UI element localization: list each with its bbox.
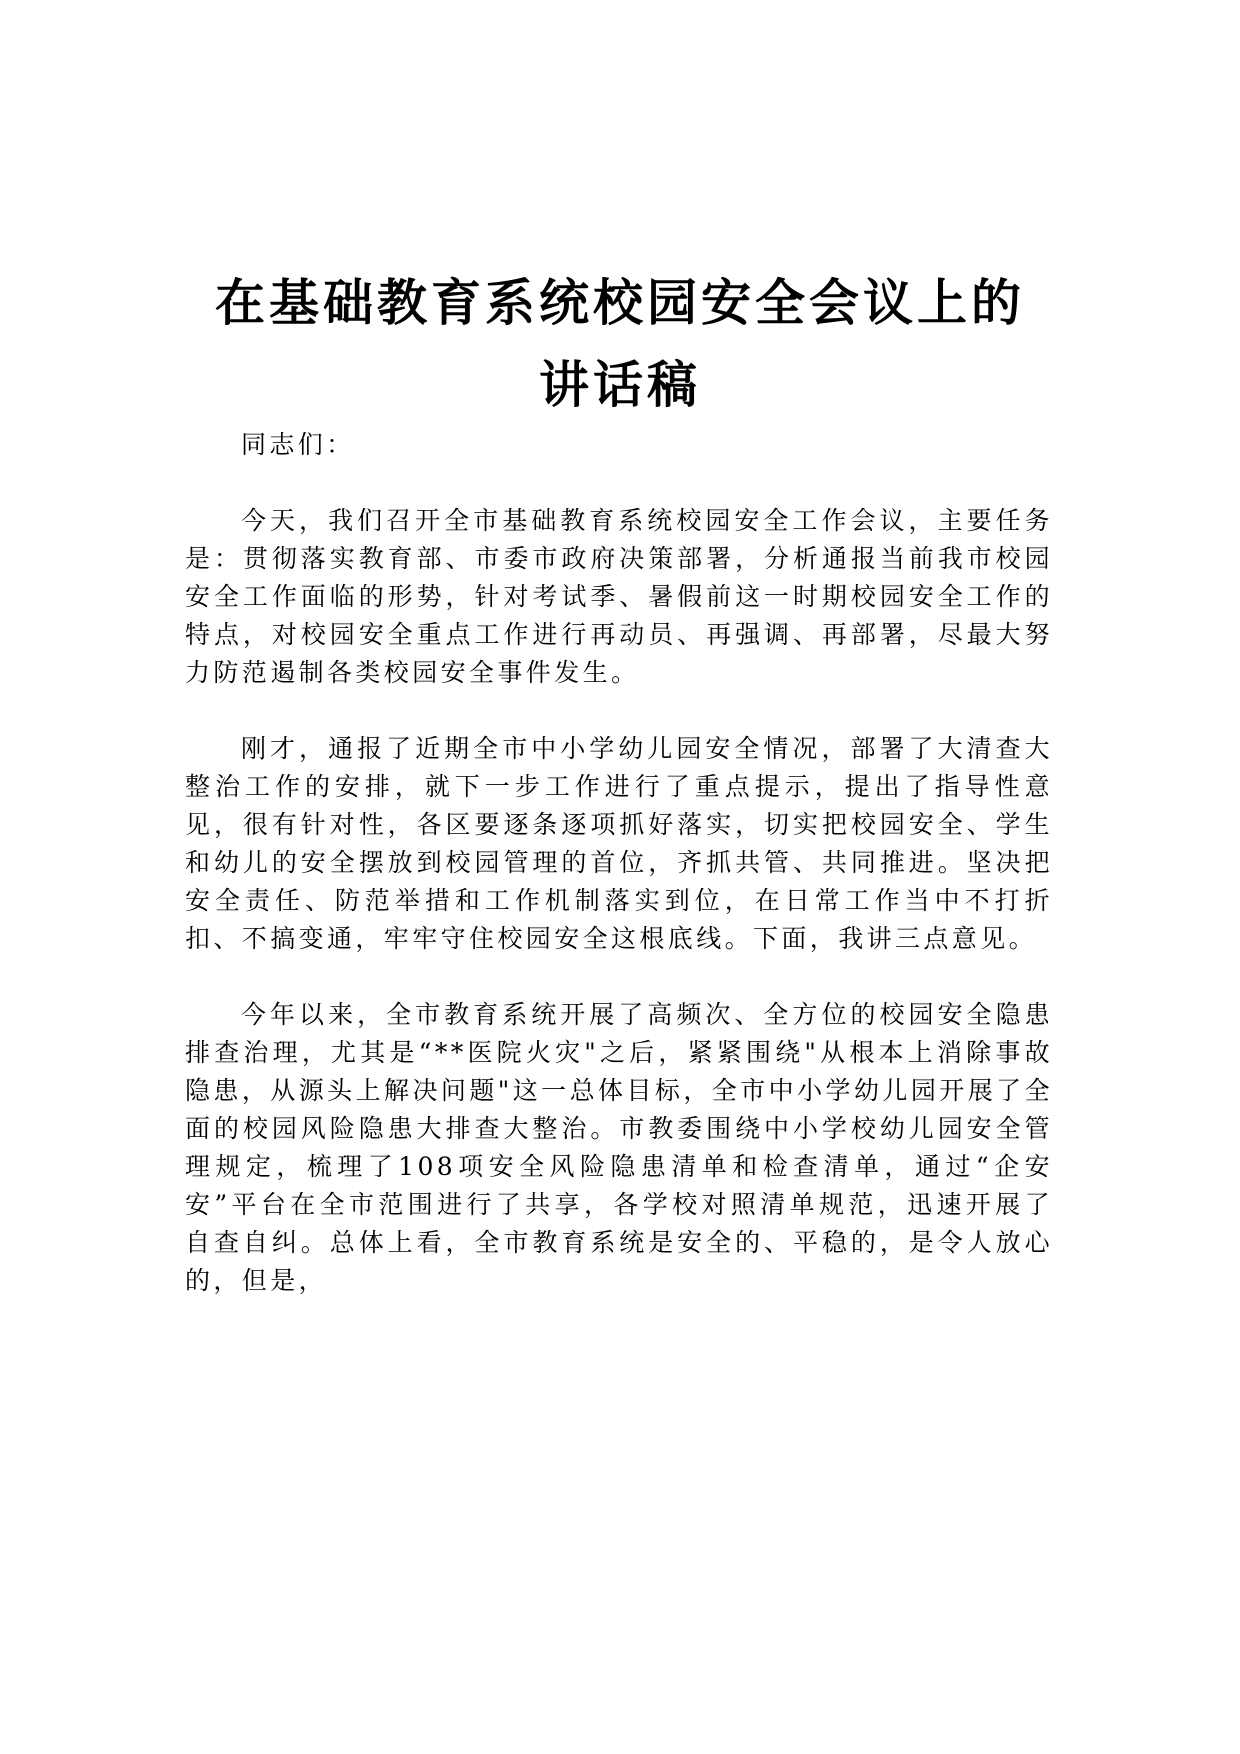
paragraph-3: 今年以来，全市教育系统开展了高频次、全方位的校园安全隐患排查治理，尤其是“**医院火灾"之后，紧紧围绕"从根本上消除事故隐患，从源头上解决问题"这一总体目标，全市中小学幼儿园开展了全面的校园风险隐患大排查大整治。市教委围绕中小学校幼儿园安全管理规定，梳理了108项安全风险隐患清单和检查清单，通过“企安安”平台在全市范围进行了共享，各学校对照清单规范，迅速开展了自查自纠。总体上看，全市教育系统是安全的、平稳的，是令人放心的，但是， [185, 1000, 1053, 1295]
paragraph-2: 刚才，通报了近期全市中小学幼儿园安全情况，部署了大清查大整治工作的安排，就下一步工作进行了重点提示，提出了指导性意见，很有针对性，各区要逐条逐项抓好落实，切实把校园安全、学生和幼儿的安全摆放到校园管理的首位，齐抓共管、共同推进。坚决把安全责任、防范举措和工作机制落实到位，在日常工作当中不打折扣、不搞变通，牢牢守住校园安全这根底线。下面，我讲三点意见。 [185, 734, 1053, 953]
document-body [185, 426, 1053, 1338]
paragraph-1: 今天，我们召开全市基础教育系统校园安全工作会议，主要任务是：贯彻落实教育部、市委市政府决策部署，分析通报当前我市校园安全工作面临的形势，针对考试季、暑假前这一时期校园安全工作的特点，对校园安全重点工作进行再动员、再强调、再部署，尽最大努力防范遏制各类校园安全事件发生。 [185, 506, 1053, 687]
title-line-2: 讲话稿 [539, 356, 701, 414]
salutation: 同志们： [241, 430, 355, 459]
title-line-1: 在基础教育系统校园安全会议上的 [215, 274, 1025, 332]
document-title [150, 262, 1090, 426]
